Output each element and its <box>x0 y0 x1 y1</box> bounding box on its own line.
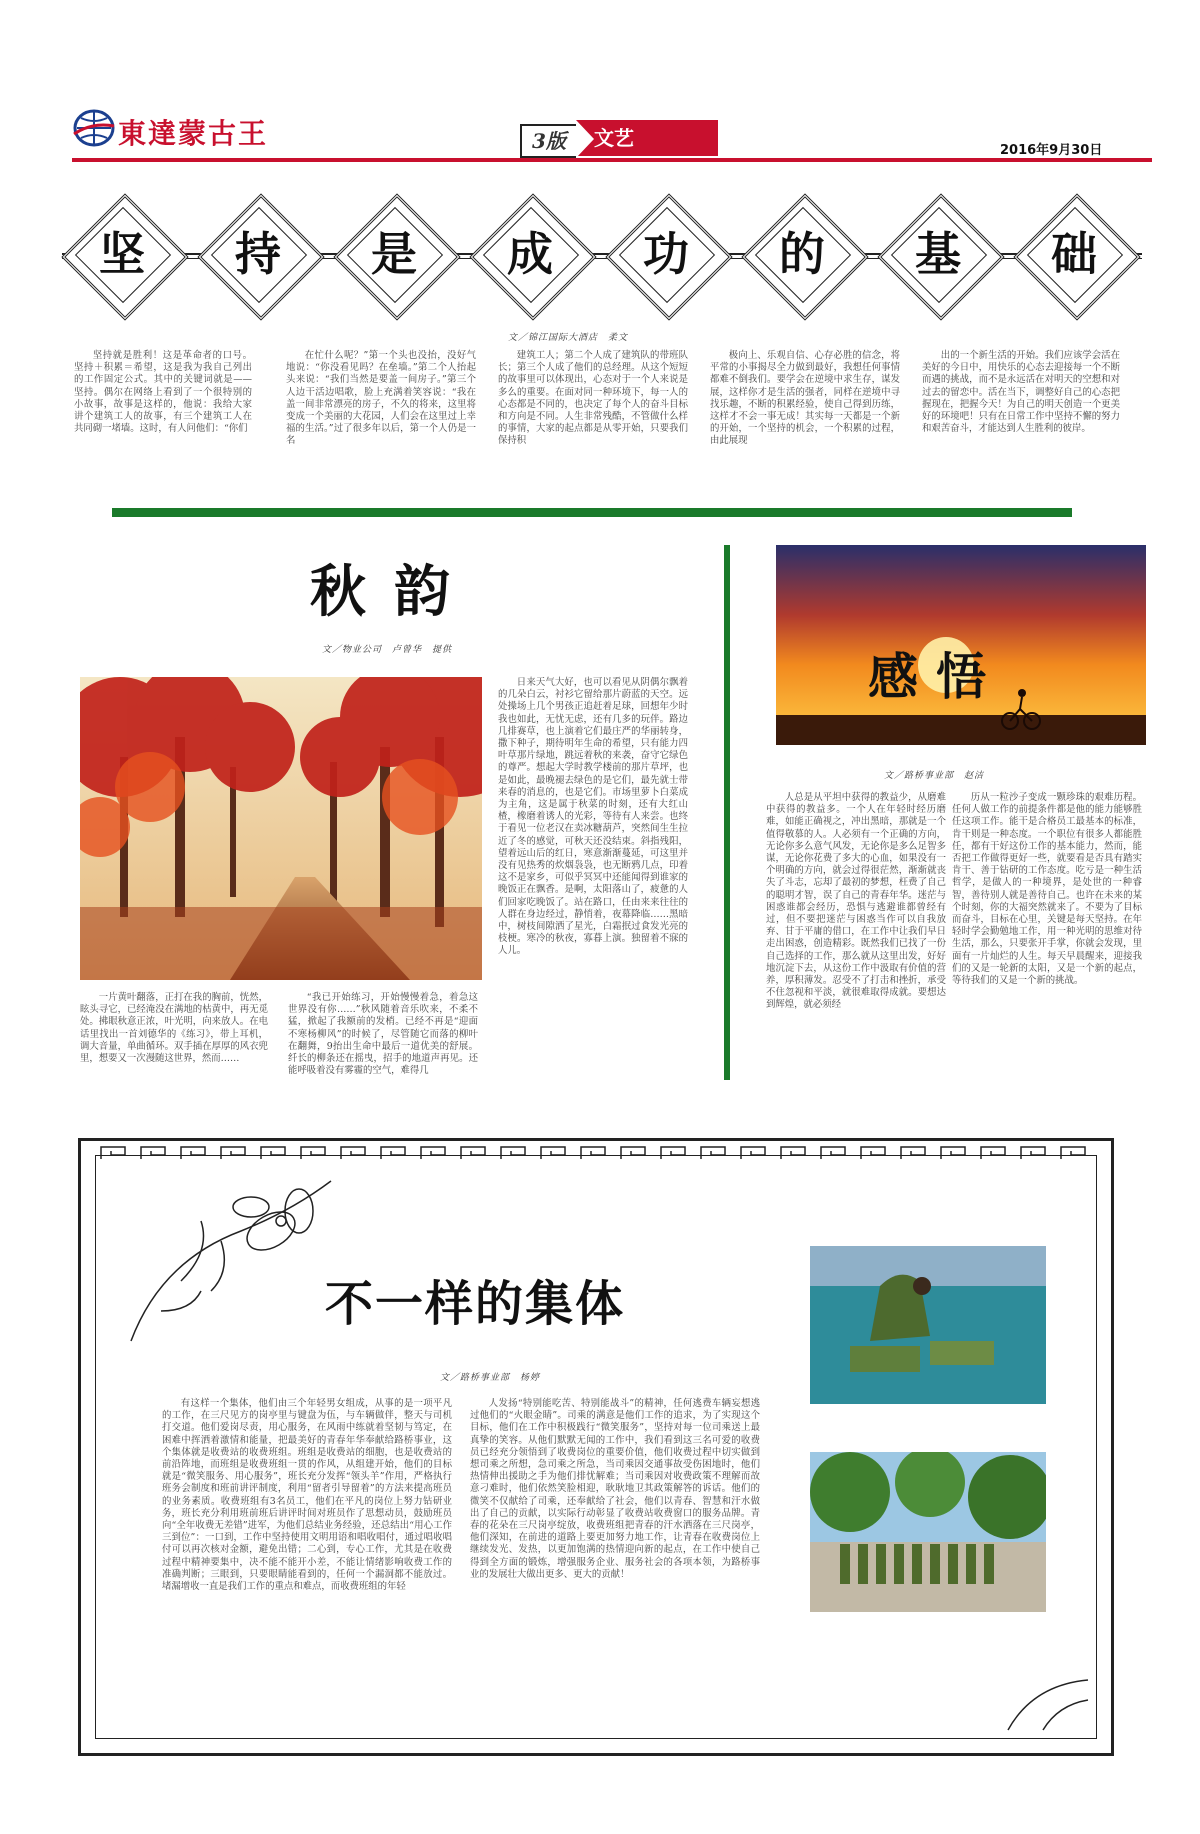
article1-column-3: 建筑工人；第二个人成了建筑队的带班队长；第三个人成了他们的总经理。从这个短短的故事里可以体现出，心态对于一个人来说是多么的重要。在面对同一种环境下，每一人的心态都是不同的，也决定了每个人的奋斗目标和方向是不同。人生非常残酷，不管做什么样的事情，大家的起点都是从零开始，只要我们保持积 <box>498 350 688 447</box>
title-diamond <box>742 194 862 314</box>
article3-byline: 文／路桥事业部 赵洁 <box>884 771 985 781</box>
masthead <box>0 0 1200 170</box>
article1-column-4: 极向上、乐观自信、心存必胜的信念，将平常的小事揭尽全力做到最好，我想任何事情都难不倒我们。要学会在逆境中求生存，谋发展，这样你才是生活的强者，同样在逆境中寻找乐趣，不断的积累经验，使自己得到历练，这样才不会一事无成！其实每一天都是一个新的开始，一个坚持的机会，一个积累的过程，由此展现 <box>710 350 900 447</box>
title-diamond <box>606 194 726 314</box>
article2-column-2: “我已开始练习，开始慢慢着急，着急这世界没有你……”秋风随着音乐吹来，不柔不猛，掀起了我额前的发梢。已经不再是“迎面不寒杨柳风”的时候了，尽管随它而落的柳叶在翻舞，9抬出生命中最后一道优美的舒展。纤长的柳条还在摇曳，招手的地道声再见。还能呼吸着没有雾霾的空气，难得几 <box>288 992 478 1077</box>
title-char: 基 <box>915 227 961 281</box>
training-formation-photo <box>810 1452 1046 1612</box>
article4-byline: 文／路桥事业部 杨婷 <box>440 1373 541 1383</box>
title-char: 成 <box>507 227 553 281</box>
flower-ornament-icon <box>121 1171 341 1351</box>
article2-title: 秋韵 <box>310 560 478 625</box>
title-diamond <box>334 194 454 314</box>
training-bedding-photo <box>810 1246 1046 1404</box>
title-diamond <box>1014 194 1134 314</box>
article4-column-2: 人发扬“特别能吃苦、特别能战斗”的精神，任何逃费车辆妄想逃过他们的“火眼金睛”。司乘的满意是他们工作的追求，为了实现这个目标，他们在工作中积极践行“微笑服务”，坚持对每一位司乘送上最真挚的笑容。从他们默默无闻的工作中，我们看到这三名可爱的收费员已经充分领悟到了收费岗位的重要价值，他们收费过程中切实做到想司乘之所想，急司乘之所急，当司乘因交通事故受伤困地时，他们热情伸出援助之手为他们排忧解难；当司乘因对收费政策不理解而故意刁难时，他们依然笑脸相迎，耿耿地卫其政策解答的诉话。他们的微笑不仅献给了司乘，还奉献给了社会，他们以青春、智慧和汗水做出了自己的贡献，以实际行动彰显了收费站收费窗口的服务品牌。青春的花朵在三尺岗亭绽放，收费班组把青春的汗水洒落在三尺岗亭，他们深知，在前进的道路上要更加努力地工作，让青春在收费岗位上继续发光、发热，以更加饱满的热情迎向新的起点，在工作中使自己得到全方面的锻炼，增强服务企业、服务社会的各项本领，为路桥事业的发展壮大做出更多、更大的贡献！ <box>470 1398 760 1580</box>
title-diamond <box>470 194 590 314</box>
title-char: 础 <box>1051 227 1097 281</box>
issue-date: 2016年9月30日 <box>1000 143 1103 158</box>
article1-column-5: 出的一个新生活的开始。我们应该学会活在美好的今日中，用快乐的心态去迎接每一个不断而遇的挑战，而不是永远活在对明天的空想和对过去的留恋中。活在当下，调整好自己的心态把握现在，把握今天！为自己的明天创造一个更美好的环境吧！只有在日常工作中坚持不懈的努力和艰苦奋斗，才能达到人生胜利的彼岸。 <box>922 350 1120 435</box>
article2-byline: 文／物业公司 卢曾华 提供 <box>322 645 453 655</box>
greek-key-border-icon <box>81 1141 1111 1163</box>
article3-column-2: 历从一粒沙子变成一颗珍珠的艰难历程。任何人做工作的前提条件都是他的能力能够胜任这项工作。能干是合格员工最基本的标准，肯干则是一种态度。一个职位有很多人都能胜任，都有干好这份工作的基本能力，然而，能否把工作做得更好一些，就要看是否具有踏实肯干、善于钻研的工作态度。吃亏是一种生活哲学，是做人的一种境界，是处世的一种睿智，善待别人就是善待自己。也许在未来的某个时刻，你的大福突然就来了。不要为了目标而奋斗，目标在心里，关键是每天坚持。在年轻时学会勤勉地工作，用一种光明的思维对待生活，那么，只要张开手掌，你就会发现，里面有一片灿烂的人生。每天早晨醒来，迎接我们的又是一轮新的太阳，又是一个新的起点，等待我们的又是一个新的挑战。 <box>952 792 1142 987</box>
title-char: 坚 <box>99 227 145 281</box>
paper-name: 東達蒙古王 <box>118 117 269 150</box>
article1-column-1: 坚持就是胜利！这是革命者的口号。坚持＋积累＝希望，这是我为我自己列出的工作固定公式。其中的关键词就是——坚持。偶尔在网络上看到了一个很特别的小故事，故事是这样的，他说：我给大家讲个建筑工人的故事，有三个建筑工人在共同砌一堵墙。这时，有人问他们：“你们 <box>74 350 252 435</box>
masthead-red-rule <box>72 158 1152 162</box>
article4-title: 不一样的集体 <box>325 1276 626 1332</box>
article2-column-1: 一片黄叶翻落，正打在我的胸前，恍然，眩头寻它，已经淹没在满地的枯黄中，再无觅处。拂眼秋意正浓，叶光明，向来放人。在电话里找出一首刘德华的《练习》，带上耳机，调大音量，单曲循环。双手插在厚厚的风衣兜里，想要又一次漫随这世界，然而…… <box>80 992 268 1065</box>
green-divider-vertical <box>724 545 730 1080</box>
autumn-forest-photo <box>80 677 482 980</box>
page-number-box: 3版 <box>520 124 576 158</box>
article2-column-3: 日来天气大好，也可以看见从阴偶尔飘着的几朵白云，衬衫它留给那片蔚蓝的天空。远处操场上几个男孩正追赶着足球，回想年少时我也如此，无忧无虑，还有几多的玩伴。路边几排赛草，也上演着它们最庄严的华丽转身，撒下种子，期待明年生命的希望，只有能力四叶草那片绿地，跳远着秋的来袭，奋守它绿色的尊严。想起大学时教学楼前的那片草坪，也是如此，最晚褪去绿色的是它们，最先就士带来春的消息的，也是它们。市场里萝卜白菜成为主角，这是属于秋菜的时刻，还有大红山楂，橡磨着诱人的光彩，等待有人来尝。也终于看见一位老汉在卖冰糖葫芦，突然间生生拉近了冬的感觉，可秋天还没结束。斜指残阳，望着远山后的红日，寒意渐渐蔓延，可这里并没有见热秀的炊烟袅袅，也无断鸦几点，印着这不是家乡，可似乎冥冥中还能闻得到谁家的晚饭正在飘香。是啊，太阳落山了，疲惫的人们回家吃晚饭了。站在路口，任由来来往往的人群在身边经过，静悄着，夜幕降临……黑暗中，树枝间隙洒了星光，白霜抿过食发光亮的枝梗。寒冷的秋夜，寡暮上演。独留着不寐的人儿。 <box>498 677 688 957</box>
title-diamond <box>198 194 318 314</box>
title-char: 持 <box>235 227 281 281</box>
article1-byline: 文／锦江国际大酒店 柔文 <box>508 333 629 343</box>
title-diamond <box>62 194 182 314</box>
sunset-cyclist-photo <box>776 545 1146 745</box>
title-char: 功 <box>643 227 689 281</box>
article1-title-row <box>62 190 1142 320</box>
title-diamond <box>878 194 998 314</box>
article3-column-1: 人总是从平坦中获得的教益少，从磨难中获得的教益多。一个人在年轻时经历磨难，如能正确视之，冲出黑暗，那就是一个值得敬慕的人。人必须有一个正确的方向，无论你多么意气风发，无论你是多么足智多谋，无论你花费了多大的心血，如果没有一个明确的方向，就会过得很茫然，渐渐就丧失了斗志，忘却了最初的梦想，枉费了自己的聪明才智，误了自己的青春年华。迷茫与困惑谁都会经历，恐惧与逃避谁都曾经有过，但不要把迷茫与困惑当作可以自我放弃、甘于平庸的借口，在工作中让我们早日走出困惑，创造精彩。既然我们已找了一份自己选择的工作，那么就从这里出发，好好地沉淀下去，从这份工作中汲取有价值的营养，厚积薄发。忍受不了打击和挫折，承受不住忽视和平淡，就很难取得成就。要想达到辉煌，就必须经 <box>766 792 946 1011</box>
section-label: 文艺 <box>576 120 718 156</box>
corner-scroll-icon <box>1003 1675 1093 1735</box>
article3-title: 感悟 <box>868 648 1004 706</box>
title-char: 是 <box>371 227 417 281</box>
green-divider-horizontal <box>112 508 1072 517</box>
title-char: 的 <box>779 227 825 281</box>
globe-logo-icon <box>72 108 116 148</box>
article4-column-1: 有这样一个集体，他们由三个年轻男女组成，从事的是一项平凡的工作，在三尺见方的岗亭里与键盘为伍，与车辆做伴，整天与司机打交道。他们爱岗尽责，用心服务，在风雨中练就着坚韧与笃定，在困难中挥洒着激情和能量，把最美好的青春年华奉献给路桥事业，这个集体就是收费站的收费班组。班组是收费站的细胞，也是收费站的前沿阵地，而班组是收费班组一贯的作风，从组建开始，他们的目标就是“微笑服务、用心服务”，班长充分发挥“领头羊”作用，严格执行班务会制度和班前讲评制度，利用“留者引导留着”的方法来提高班员的业务素质。收费班组有3名员工，他们在平凡的岗位上努力钻研业务，班长充分利用班前班后讲评时间对班员作了思想动员，鼓励班员向“全年收费无差错”进军，为他们总结业务经验，还总结出“用心工作三到位”：一口到，工作中坚持使用文明用语和唱收唱付，通过唱收唱付可以再次核对金额，避免出错；二心到，专心工作，尤其是在收费过程中精神要集中，决不能不能开小差，不能让情绪影响收费工作的准确判断；三眼到，只要眼睛能看到的，任何一个漏洞都不能放过。堵漏增收一直是我们工作的重点和难点，而收费班组的年轻 <box>162 1398 452 1593</box>
section-arrow <box>576 120 594 158</box>
article1-column-2: 在忙什么呢？”第一个头也没抬，没好气地说：“你没看见吗？在垒墙。”第二个人抬起头来说：“我们当然是要盖一间房子。”第三个人边干活边唱歌，脸上充满着笑容说：“我在盖一间非常漂亮的房子，不久的将来，这里将变成一个美丽的大花园，人们会在这里过上幸福的生活。”过了很多年以后，第一个人仍是一名 <box>286 350 476 447</box>
